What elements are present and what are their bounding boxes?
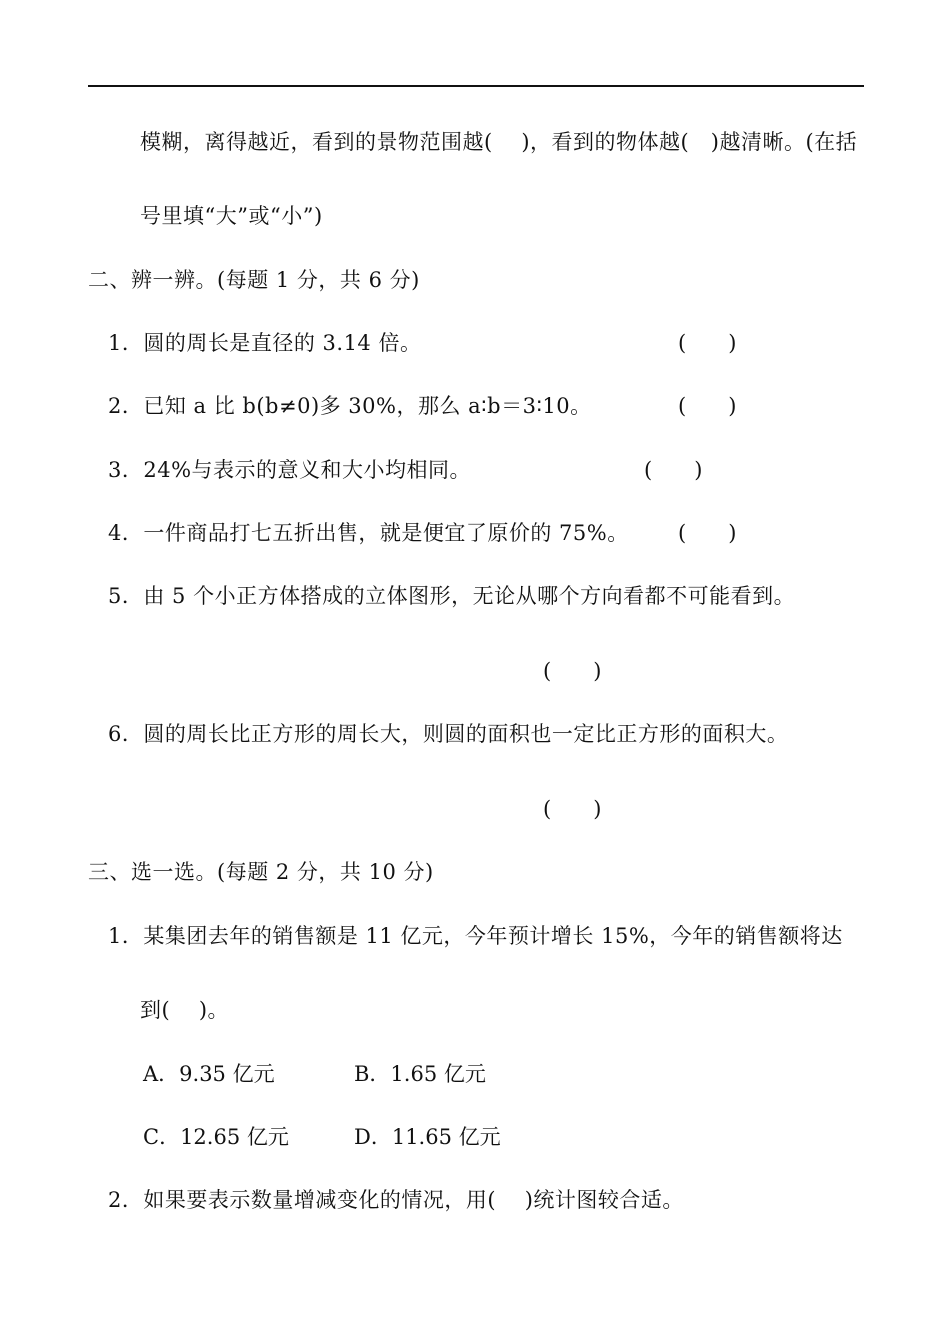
- judge-item-2: 2．已知 a 比 b(b≠0)多 30%，那么 a∶b＝3∶10。: [108, 394, 592, 418]
- option-d[interactable]: D．11.65 亿元: [354, 1125, 501, 1149]
- choice-q1-line-1: 1．某集团去年的销售额是 11 亿元，今年预计增长 15%，今年的销售额将达: [108, 924, 843, 948]
- intro-line-1: 模糊，离得越近，看到的景物范围越( )，看到的物体越( )越清晰。(在括: [140, 130, 858, 154]
- judge-item-1: 1．圆的周长是直径的 3.14 倍。: [108, 331, 422, 355]
- judge-item-3: 3．24%与表示的意义和大小均相同。: [108, 458, 472, 482]
- option-a[interactable]: A．9.35 亿元: [143, 1062, 275, 1086]
- section-2-heading: 二、辨一辨。(每题 1 分，共 6 分): [88, 268, 420, 292]
- intro-line-2: 号里填“大”或“小”): [140, 204, 323, 228]
- judge-item-4: 4．一件商品打七五折出售，就是便宜了原价的 75%。: [108, 521, 629, 545]
- choice-q2-line-1: 2．如果要表示数量增减变化的情况，用( )统计图较合适。: [108, 1188, 684, 1212]
- section-3-heading: 三、选一选。(每题 2 分，共 10 分): [88, 860, 434, 884]
- answer-blank-1[interactable]: ( ): [678, 331, 737, 355]
- option-c[interactable]: C．12.65 亿元: [143, 1125, 289, 1149]
- answer-blank-5[interactable]: ( ): [543, 659, 602, 683]
- choice-q1-line-2: 到( )。: [140, 998, 230, 1022]
- answer-blank-6[interactable]: ( ): [543, 797, 602, 821]
- header-rule: [88, 85, 864, 87]
- judge-item-5: 5．由 5 个小正方体搭成的立体图形，无论从哪个方向看都不可能看到。: [108, 584, 796, 608]
- answer-blank-4[interactable]: ( ): [678, 521, 737, 545]
- answer-blank-3[interactable]: ( ): [644, 458, 703, 482]
- option-b[interactable]: B．1.65 亿元: [354, 1062, 486, 1086]
- judge-item-6: 6．圆的周长比正方形的周长大，则圆的面积也一定比正方形的面积大。: [108, 722, 789, 746]
- answer-blank-2[interactable]: ( ): [678, 394, 737, 418]
